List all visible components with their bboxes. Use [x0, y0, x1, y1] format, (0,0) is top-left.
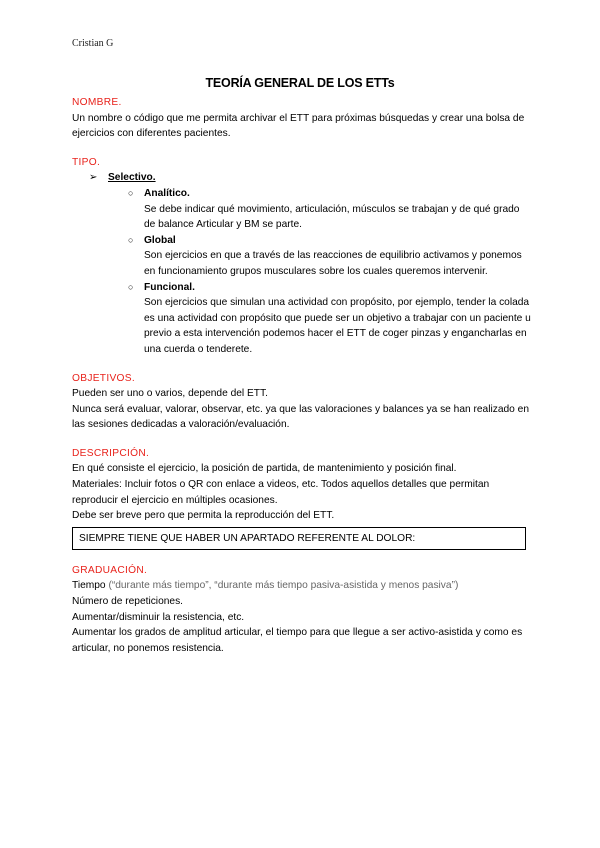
sub-item-label: Analítico.: [144, 187, 190, 199]
tipo-sublist: [108, 186, 532, 358]
section-tipo: [72, 155, 532, 358]
paragraph: [72, 578, 532, 594]
list-item-label: Selectivo.: [108, 172, 156, 184]
section-heading: DESCRIPCIÓN.: [72, 447, 150, 459]
paragraph: En qué consiste el ejercicio, la posición de partida, de mantenimiento y posición final.: [72, 463, 457, 475]
paragraph: Un nombre o código que me permita archivar el ETT para próximas búsquedas y crear una bolsa de ejercicios con diferentes pacientes.: [72, 112, 525, 140]
paragraph: Pueden ser uno o varios, depende del ETT.: [72, 388, 268, 400]
sub-item-text: Son ejercicios que simulan una actividad con propósito, por ejemplo, tender la colada es una actividad con propósito que puede ser un objetivo a trabajar con un paciente u previo a esta intervención podemos hacer el ETT de coger pinzas y engancharlas en una cuerda o tenderete.: [144, 297, 531, 355]
section-heading: OBJETIVOS.: [72, 372, 136, 384]
section-objetivos: [72, 371, 532, 433]
sub-item-label: Funcional.: [144, 281, 195, 293]
sub-item-label: Global: [144, 234, 176, 246]
document-body: [72, 95, 532, 656]
sub-list-item: [108, 280, 532, 358]
sub-item-text: Se debe indicar qué movimiento, articulación, músculos se trabajan y de qué grado de balance Articular y BM se parte.: [144, 203, 520, 231]
circle-bullet-icon: ○: [128, 281, 134, 292]
paragraph: Número de repeticiones.: [72, 596, 183, 608]
author-header: Cristian G: [72, 38, 114, 49]
section-descripcion: [72, 446, 532, 550]
pain-note-box: SIEMPRE TIENE QUE HABER UN APARTADO REFERENTE AL DOLOR:: [72, 527, 526, 550]
arrow-bullet-icon: ➢: [89, 172, 98, 184]
section-graduacion: [72, 563, 532, 657]
list-item: [72, 170, 532, 357]
sub-list-item: [108, 233, 532, 280]
document-title: TEORÍA GENERAL DE LOS ETTs: [205, 76, 395, 90]
section-heading: NOMBRE.: [72, 97, 122, 108]
paragraph: Debe ser breve pero que permita la reproducción del ETT.: [72, 510, 335, 522]
paragraph: Nunca será evaluar, valorar, observar, etc. ya que las valoraciones y balances ya se han realizado en las sesiones dedicadas a valoración/evaluación.: [72, 403, 530, 431]
section-heading: GRADUACIÓN.: [72, 564, 148, 576]
paragraph: Aumentar/disminuir la resistencia, etc.: [72, 611, 245, 623]
sub-item-text: Son ejercicios en que a través de las reacciones de equilibrio activamos y ponemos en funcionamiento grupos musculares sobre los cuales queremos intervenir.: [144, 250, 522, 277]
paragraph: Materiales: Incluir fotos o QR con enlace a videos, etc. Todos aquellos detalles que permitan reproducir el ejercicio en múltiples ocasiones.: [72, 479, 490, 506]
sub-list-item: [108, 186, 532, 233]
tiempo-note: (“durante más tiempo”, “durante más tiempo pasiva-asistida y menos pasiva”): [108, 580, 459, 592]
paragraph: Aumentar los grados de amplitud articular, el tiempo para que llegue a ser activo-asistida y como es articular, no ponemos resistencia.: [72, 627, 523, 654]
tiempo-label: Tiempo: [72, 580, 106, 592]
tipo-list: [72, 170, 532, 357]
section-nombre: [72, 95, 532, 142]
circle-bullet-icon: ○: [128, 187, 134, 198]
section-heading: TIPO.: [72, 156, 101, 168]
circle-bullet-icon: ○: [128, 234, 134, 245]
